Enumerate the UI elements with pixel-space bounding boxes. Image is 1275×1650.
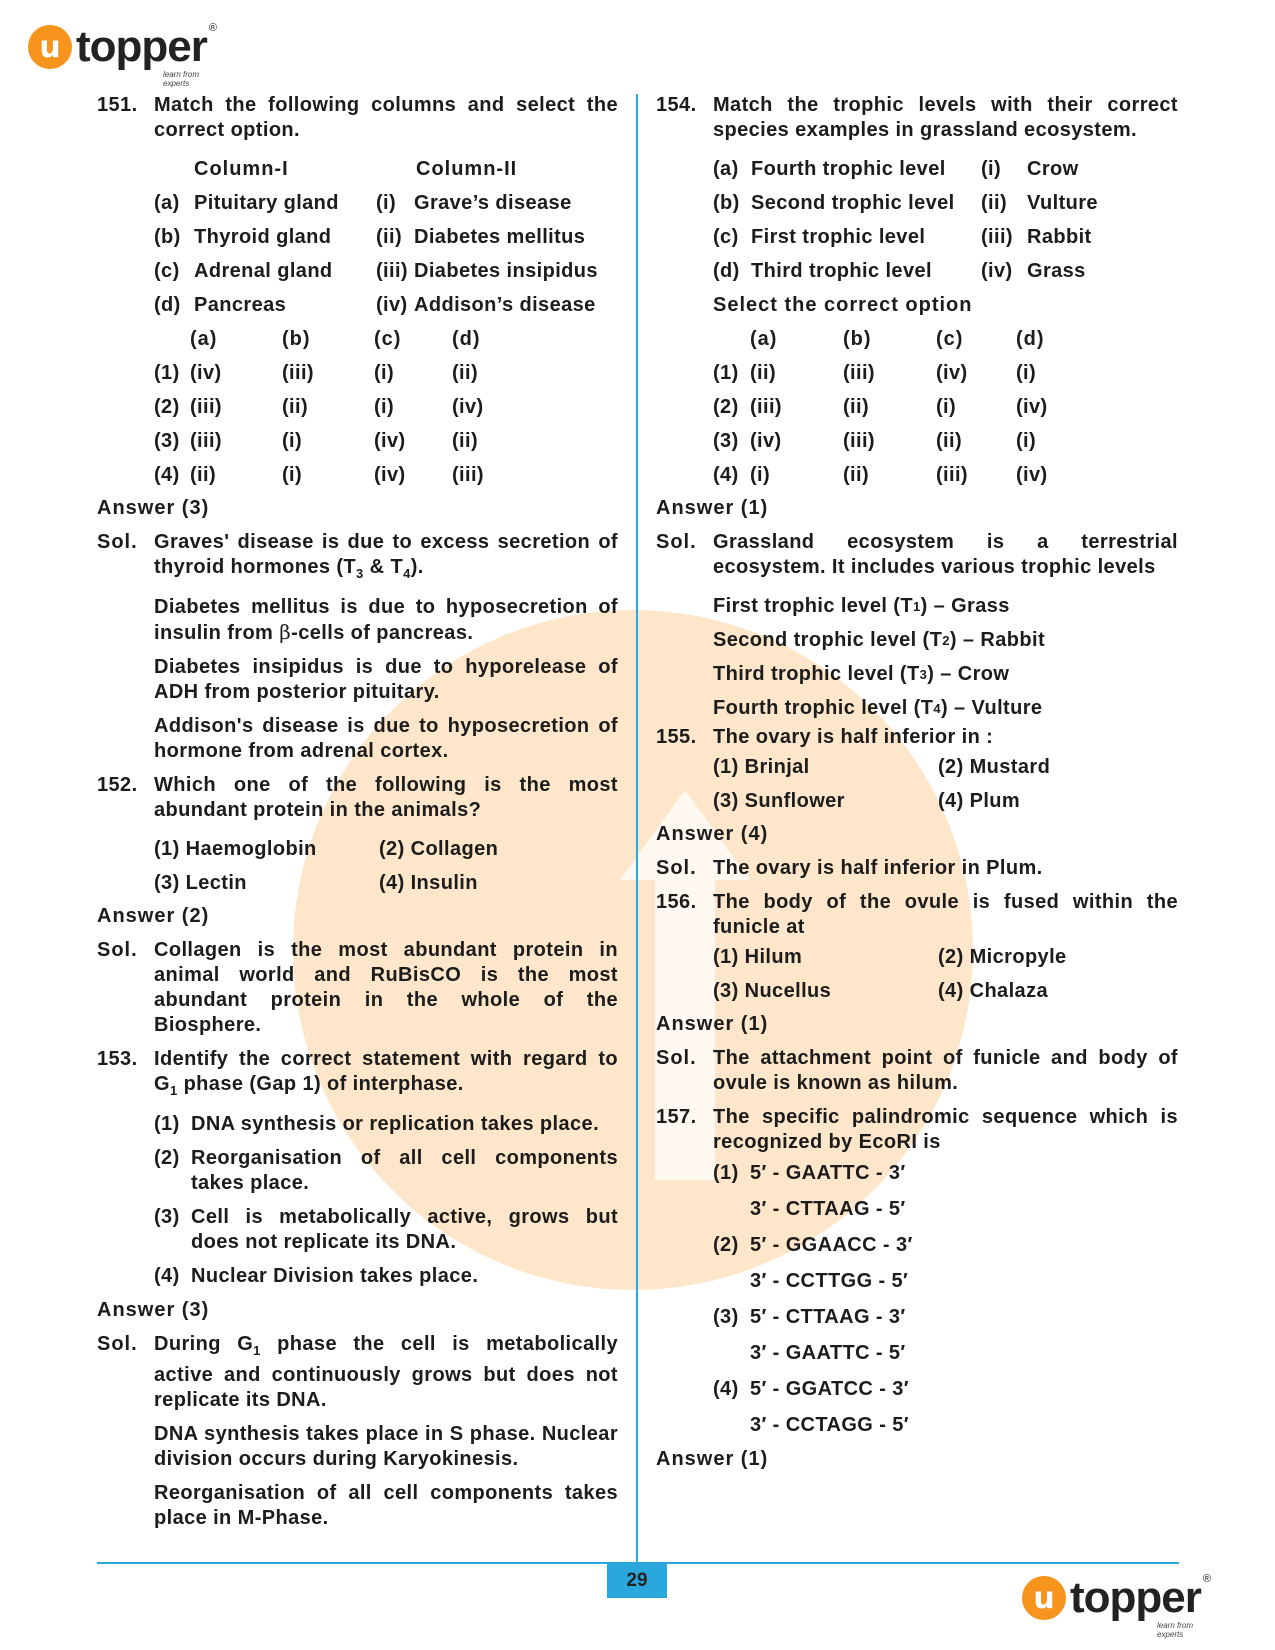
subscript: 3 bbox=[919, 666, 928, 682]
option-3[interactable]: (3) Lectin bbox=[154, 871, 247, 894]
option-d: (ii) bbox=[452, 429, 479, 452]
solution-label: Sol. bbox=[97, 1333, 138, 1355]
beta-symbol: β bbox=[279, 620, 292, 644]
solution-label: Sol. bbox=[656, 531, 697, 553]
subscript: 4 bbox=[403, 566, 411, 581]
option-c: (i) bbox=[374, 361, 395, 384]
sequence-line: 5′ - GGAACC - 3′ bbox=[750, 1233, 913, 1256]
pair-key: (a) bbox=[713, 157, 739, 180]
option-4[interactable] bbox=[713, 458, 1178, 492]
solution-label: Sol. bbox=[656, 857, 697, 879]
solution-label: Sol. bbox=[97, 531, 138, 553]
question-number: 154. bbox=[656, 94, 697, 116]
option-b: (i) bbox=[282, 429, 303, 452]
option-text: Cell is metabolically active, grows but does not replicate its DNA. bbox=[191, 1206, 618, 1253]
option-2[interactable]: (2) Collagen bbox=[379, 837, 499, 860]
solution-paragraph: DNA synthesis takes place in S phase. Nuclear division occurs during Karyokinesis. bbox=[154, 1423, 618, 1470]
pair-key: (b) bbox=[713, 191, 740, 214]
sequence-line: 5′ - GGATCC - 3′ bbox=[750, 1377, 909, 1400]
option-header: (b) bbox=[843, 327, 872, 350]
pair-value-2: Grave’s disease bbox=[414, 191, 572, 214]
pair-key-2: (ii) bbox=[981, 191, 1008, 214]
option-a: (ii) bbox=[750, 361, 777, 384]
sol-text: During G bbox=[154, 1333, 254, 1355]
option-1[interactable] bbox=[713, 1155, 1178, 1191]
question-text bbox=[154, 1047, 618, 1103]
solution-155 bbox=[656, 856, 1178, 881]
pair-value-2: Diabetes mellitus bbox=[414, 225, 586, 248]
solution-label: Sol. bbox=[656, 1047, 697, 1069]
subscript: 1 bbox=[912, 598, 921, 614]
option-b: (ii) bbox=[843, 395, 870, 418]
option-c: (iv) bbox=[374, 463, 406, 486]
option-1[interactable] bbox=[154, 1112, 618, 1137]
option-2[interactable]: (2) Mustard bbox=[938, 755, 1051, 778]
option-number: (2) bbox=[154, 395, 180, 418]
question-text: The body of the ovule is fused within the funicle at bbox=[713, 891, 1178, 938]
question-number: 152. bbox=[97, 774, 138, 796]
sequence-line: 3′ - GAATTC - 5′ bbox=[750, 1341, 906, 1364]
level-text: ) – Rabbit bbox=[949, 628, 1046, 651]
logo-tagline: learn from experts bbox=[163, 70, 200, 88]
option-number: (1) bbox=[713, 1161, 739, 1184]
option-a: (iv) bbox=[190, 361, 222, 384]
sequence-options bbox=[713, 1155, 1178, 1443]
pair-value-2: Vulture bbox=[1027, 191, 1098, 214]
trophic-levels-list bbox=[713, 589, 1178, 725]
option-1[interactable]: (1) Hilum bbox=[713, 945, 803, 968]
logo-u-icon: u bbox=[1022, 1576, 1066, 1620]
column-1-header: Column-I bbox=[194, 157, 289, 180]
option-header: (a) bbox=[190, 327, 218, 350]
question-text: Which one of the following is the most abundant protein in the animals? bbox=[154, 774, 618, 821]
list-item bbox=[713, 657, 1178, 691]
option-4[interactable]: (4) Plum bbox=[938, 789, 1021, 812]
pair-value: Pancreas bbox=[194, 293, 287, 316]
solution-151 bbox=[97, 530, 618, 586]
question-155 bbox=[656, 725, 1178, 750]
solution-text: Collagen is the most abundant protein in animal world and RuBisCO is the most abundant protein in the whole of the Biosphere. bbox=[154, 939, 618, 1036]
option-a: (i) bbox=[750, 463, 771, 486]
pair-key-2: (i) bbox=[376, 191, 397, 214]
level-text: Third trophic level (T bbox=[713, 662, 920, 685]
solution-154 bbox=[656, 530, 1178, 580]
logo-u-icon: u bbox=[28, 25, 72, 69]
question-number: 155. bbox=[656, 726, 697, 748]
select-prompt: Select the correct option bbox=[713, 293, 973, 316]
sol-text: -cells of pancreas. bbox=[291, 622, 474, 644]
pair-value: First trophic level bbox=[751, 225, 926, 248]
sol-text: ). bbox=[410, 556, 424, 578]
level-text: ) – Vulture bbox=[940, 696, 1043, 719]
pair-value: Pituitary gland bbox=[194, 191, 339, 214]
option-a: (iii) bbox=[750, 395, 782, 418]
match-table bbox=[713, 152, 1178, 492]
option-d: (i) bbox=[1016, 429, 1037, 452]
option-number: (3) bbox=[713, 1305, 739, 1328]
option-number: (4) bbox=[154, 463, 180, 486]
option-a: (iii) bbox=[190, 395, 222, 418]
option-d: (ii) bbox=[452, 361, 479, 384]
solution-label: Sol. bbox=[97, 939, 138, 961]
option-b: (ii) bbox=[843, 463, 870, 486]
option-text: DNA synthesis or replication takes place. bbox=[191, 1113, 600, 1135]
solution-text: The ovary is half inferior in Plum. bbox=[713, 857, 1043, 879]
option-a: (ii) bbox=[190, 463, 217, 486]
question-number: 156. bbox=[656, 891, 697, 913]
option-number: (3) bbox=[713, 429, 739, 452]
option-4[interactable]: (4) Chalaza bbox=[938, 979, 1048, 1002]
option-3[interactable]: (3) Sunflower bbox=[713, 789, 845, 812]
sequence-line: 3′ - CTTAAG - 5′ bbox=[750, 1197, 906, 1220]
option-number: (2) bbox=[713, 1233, 739, 1256]
option-3[interactable]: (3) Nucellus bbox=[713, 979, 832, 1002]
question-153 bbox=[97, 1047, 618, 1103]
pair-key-2: (iv) bbox=[981, 259, 1013, 282]
pair-value-2: Diabetes insipidus bbox=[414, 259, 598, 282]
option-header: (d) bbox=[452, 327, 481, 350]
logo-wordmark: topper bbox=[76, 22, 207, 71]
option-number: (1) bbox=[154, 361, 180, 384]
option-header: (d) bbox=[1016, 327, 1045, 350]
solution-paragraph bbox=[154, 595, 618, 646]
pair-value: Second trophic level bbox=[751, 191, 955, 214]
question-text: Match the trophic levels with their correct species examples in grassland ecosystem. bbox=[713, 94, 1178, 141]
pair-key: (d) bbox=[713, 259, 740, 282]
pair-key: (c) bbox=[154, 259, 180, 282]
option-header: (b) bbox=[282, 327, 311, 350]
option-header: (c) bbox=[374, 327, 402, 350]
option-number: (4) bbox=[154, 1265, 180, 1287]
question-157 bbox=[656, 1105, 1178, 1155]
question-number: 151. bbox=[97, 94, 138, 116]
pair-value-2: Grass bbox=[1027, 259, 1086, 282]
sequence-line: 3′ - CCTTGG - 5′ bbox=[750, 1269, 909, 1292]
option-b: (iii) bbox=[282, 361, 314, 384]
solution-text: Grassland ecosystem is a terrestrial ecosystem. It includes various trophic levels bbox=[713, 531, 1178, 578]
option-number: (3) bbox=[154, 1206, 180, 1228]
option-b: (i) bbox=[282, 463, 303, 486]
option-2[interactable] bbox=[154, 390, 618, 424]
answer-155: Answer (4) bbox=[656, 823, 769, 845]
option-number: (1) bbox=[154, 1113, 180, 1135]
option-1[interactable] bbox=[713, 356, 1178, 390]
option-4[interactable]: (4) Insulin bbox=[379, 871, 478, 894]
pair-value: Fourth trophic level bbox=[751, 157, 946, 180]
subscript: 1 bbox=[253, 1343, 261, 1358]
option-4[interactable] bbox=[154, 458, 618, 492]
option-number: (4) bbox=[713, 1377, 739, 1400]
logo-registered-mark: ® bbox=[1202, 1573, 1211, 1585]
logo-registered-mark: ® bbox=[208, 22, 217, 34]
option-c: (i) bbox=[374, 395, 395, 418]
pair-value: Adrenal gland bbox=[194, 259, 333, 282]
answer-156: Answer (1) bbox=[656, 1013, 769, 1035]
option-d: (i) bbox=[1016, 361, 1037, 384]
option-2[interactable]: (2) Micropyle bbox=[938, 945, 1067, 968]
question-151 bbox=[97, 93, 618, 143]
question-number: 157. bbox=[656, 1106, 697, 1128]
subscript: 4 bbox=[933, 700, 941, 716]
question-152 bbox=[97, 773, 618, 823]
answer-152: Answer (2) bbox=[97, 905, 210, 927]
pair-value-2: Rabbit bbox=[1027, 225, 1092, 248]
subscript: 1 bbox=[169, 1083, 178, 1098]
solution-text: The attachment point of funicle and body of ovule is known as hilum. bbox=[713, 1047, 1178, 1094]
option-c: (i) bbox=[936, 395, 957, 418]
option-2[interactable] bbox=[713, 390, 1178, 424]
sequence-line: 5′ - CTTAAG - 3′ bbox=[750, 1305, 906, 1328]
solution-paragraph: Reorganisation of all cell components takes place in M-Phase. bbox=[154, 1482, 618, 1529]
sol-text: Graves' disease is due to excess secretion of thyroid hormones (T bbox=[154, 531, 618, 578]
question-text: The ovary is half inferior in : bbox=[713, 726, 994, 748]
subscript: 3 bbox=[356, 566, 364, 581]
level-text: Fourth trophic level (T bbox=[713, 696, 934, 719]
option-1[interactable]: (1) Brinjal bbox=[713, 755, 810, 778]
match-table bbox=[154, 152, 618, 492]
solution-paragraph: Addison's disease is due to hyposecretion of hormone from adrenal cortex. bbox=[154, 715, 618, 762]
option-d: (iii) bbox=[452, 463, 484, 486]
list-item bbox=[713, 589, 1178, 623]
option-b: (iii) bbox=[843, 361, 875, 384]
page-number: 29 bbox=[607, 1563, 667, 1598]
pair-key-2: (iii) bbox=[981, 225, 1013, 248]
logo-tagline: learn from experts bbox=[1157, 1621, 1194, 1639]
option-c: (iv) bbox=[936, 361, 968, 384]
option-c: (iv) bbox=[374, 429, 406, 452]
list-item bbox=[713, 623, 1178, 657]
option-number: (2) bbox=[154, 1147, 180, 1169]
option-number: (1) bbox=[713, 361, 739, 384]
answer-151: Answer (3) bbox=[97, 497, 210, 519]
option-b: (ii) bbox=[282, 395, 309, 418]
option-a: (iv) bbox=[750, 429, 782, 452]
question-154 bbox=[656, 93, 1178, 143]
question-text: The specific palindromic sequence which is recognized by EcoRI is bbox=[713, 1106, 1178, 1153]
pair-key: (b) bbox=[154, 225, 181, 248]
option-3[interactable] bbox=[154, 424, 618, 458]
sol-text: & T bbox=[363, 556, 404, 578]
option-d: (iv) bbox=[452, 395, 484, 418]
option-text: Reorganisation of all cell components takes place. bbox=[191, 1147, 618, 1194]
footer-logo bbox=[1022, 1573, 1211, 1639]
option-1[interactable] bbox=[154, 356, 618, 390]
list-item bbox=[713, 691, 1178, 725]
pair-key: (d) bbox=[154, 293, 181, 316]
option-c: (ii) bbox=[936, 429, 963, 452]
answer-154: Answer (1) bbox=[656, 497, 769, 519]
option-c: (iii) bbox=[936, 463, 968, 486]
solution-text bbox=[154, 1332, 618, 1413]
option-d: (iv) bbox=[1016, 395, 1048, 418]
option-1[interactable]: (1) Haemoglobin bbox=[154, 837, 317, 860]
pair-value-2: Addison’s disease bbox=[414, 293, 596, 316]
column-2-header: Column-II bbox=[416, 157, 518, 180]
option-number: (3) bbox=[154, 429, 180, 452]
option-2[interactable] bbox=[154, 1146, 618, 1196]
option-text: Nuclear Division takes place. bbox=[191, 1265, 479, 1287]
solution-152 bbox=[97, 938, 618, 1038]
solution-153 bbox=[97, 1332, 618, 1413]
answer-157: Answer (1) bbox=[656, 1448, 769, 1470]
question-number: 153. bbox=[97, 1048, 138, 1070]
pair-value: Thyroid gland bbox=[194, 225, 332, 248]
pair-value: Third trophic level bbox=[751, 259, 932, 282]
option-a: (iii) bbox=[190, 429, 222, 452]
option-header: (c) bbox=[936, 327, 964, 350]
question-text: Match the following columns and select the correct option. bbox=[154, 94, 618, 141]
option-d: (iv) bbox=[1016, 463, 1048, 486]
sequence-line: 5′ - GAATTC - 3′ bbox=[750, 1161, 906, 1184]
solution-text bbox=[154, 530, 618, 586]
option-2[interactable] bbox=[713, 1227, 1178, 1263]
left-column bbox=[97, 93, 618, 1540]
pair-value-2: Crow bbox=[1027, 157, 1079, 180]
sol-text: Diabetes mellitus is due to hyposecretion of insulin from bbox=[154, 596, 618, 644]
option-number: (4) bbox=[713, 463, 739, 486]
solution-156 bbox=[656, 1046, 1178, 1096]
subscript: 2 bbox=[942, 632, 950, 648]
header-logo bbox=[28, 22, 217, 88]
option-4[interactable] bbox=[154, 1264, 618, 1289]
option-b: (iii) bbox=[843, 429, 875, 452]
option-3[interactable] bbox=[154, 1205, 618, 1255]
pair-key-2: (iv) bbox=[376, 293, 408, 316]
option-header: (a) bbox=[750, 327, 778, 350]
option-4[interactable] bbox=[713, 1371, 1178, 1407]
level-text: Second trophic level (T bbox=[713, 628, 943, 651]
pair-key: (c) bbox=[713, 225, 739, 248]
q-text: phase (Gap 1) of interphase. bbox=[177, 1073, 464, 1095]
pair-key-2: (iii) bbox=[376, 259, 408, 282]
q-text: Identify the correct statement with regard to G bbox=[154, 1048, 618, 1095]
level-text: First trophic level (T bbox=[713, 594, 913, 617]
logo-wordmark: topper bbox=[1070, 1573, 1201, 1622]
pair-key-2: (i) bbox=[981, 157, 1002, 180]
sequence-line: 3′ - CCTAGG - 5′ bbox=[750, 1413, 909, 1436]
option-number: (2) bbox=[713, 395, 739, 418]
pair-key-2: (ii) bbox=[376, 225, 403, 248]
answer-153: Answer (3) bbox=[97, 1299, 210, 1321]
pair-key: (a) bbox=[154, 191, 180, 214]
sol-text: phase the cell is metabolically active and continuously grows but does not replicate its DNA. bbox=[154, 1333, 618, 1411]
solution-paragraph: Diabetes insipidus is due to hyporelease of ADH from posterior pituitary. bbox=[154, 656, 618, 703]
level-text: ) – Grass bbox=[920, 594, 1010, 617]
option-3[interactable] bbox=[713, 424, 1178, 458]
option-3[interactable] bbox=[713, 1299, 1178, 1335]
column-divider bbox=[636, 94, 638, 1562]
level-text: ) – Crow bbox=[927, 662, 1010, 685]
question-156 bbox=[656, 890, 1178, 940]
right-column bbox=[656, 93, 1178, 1481]
